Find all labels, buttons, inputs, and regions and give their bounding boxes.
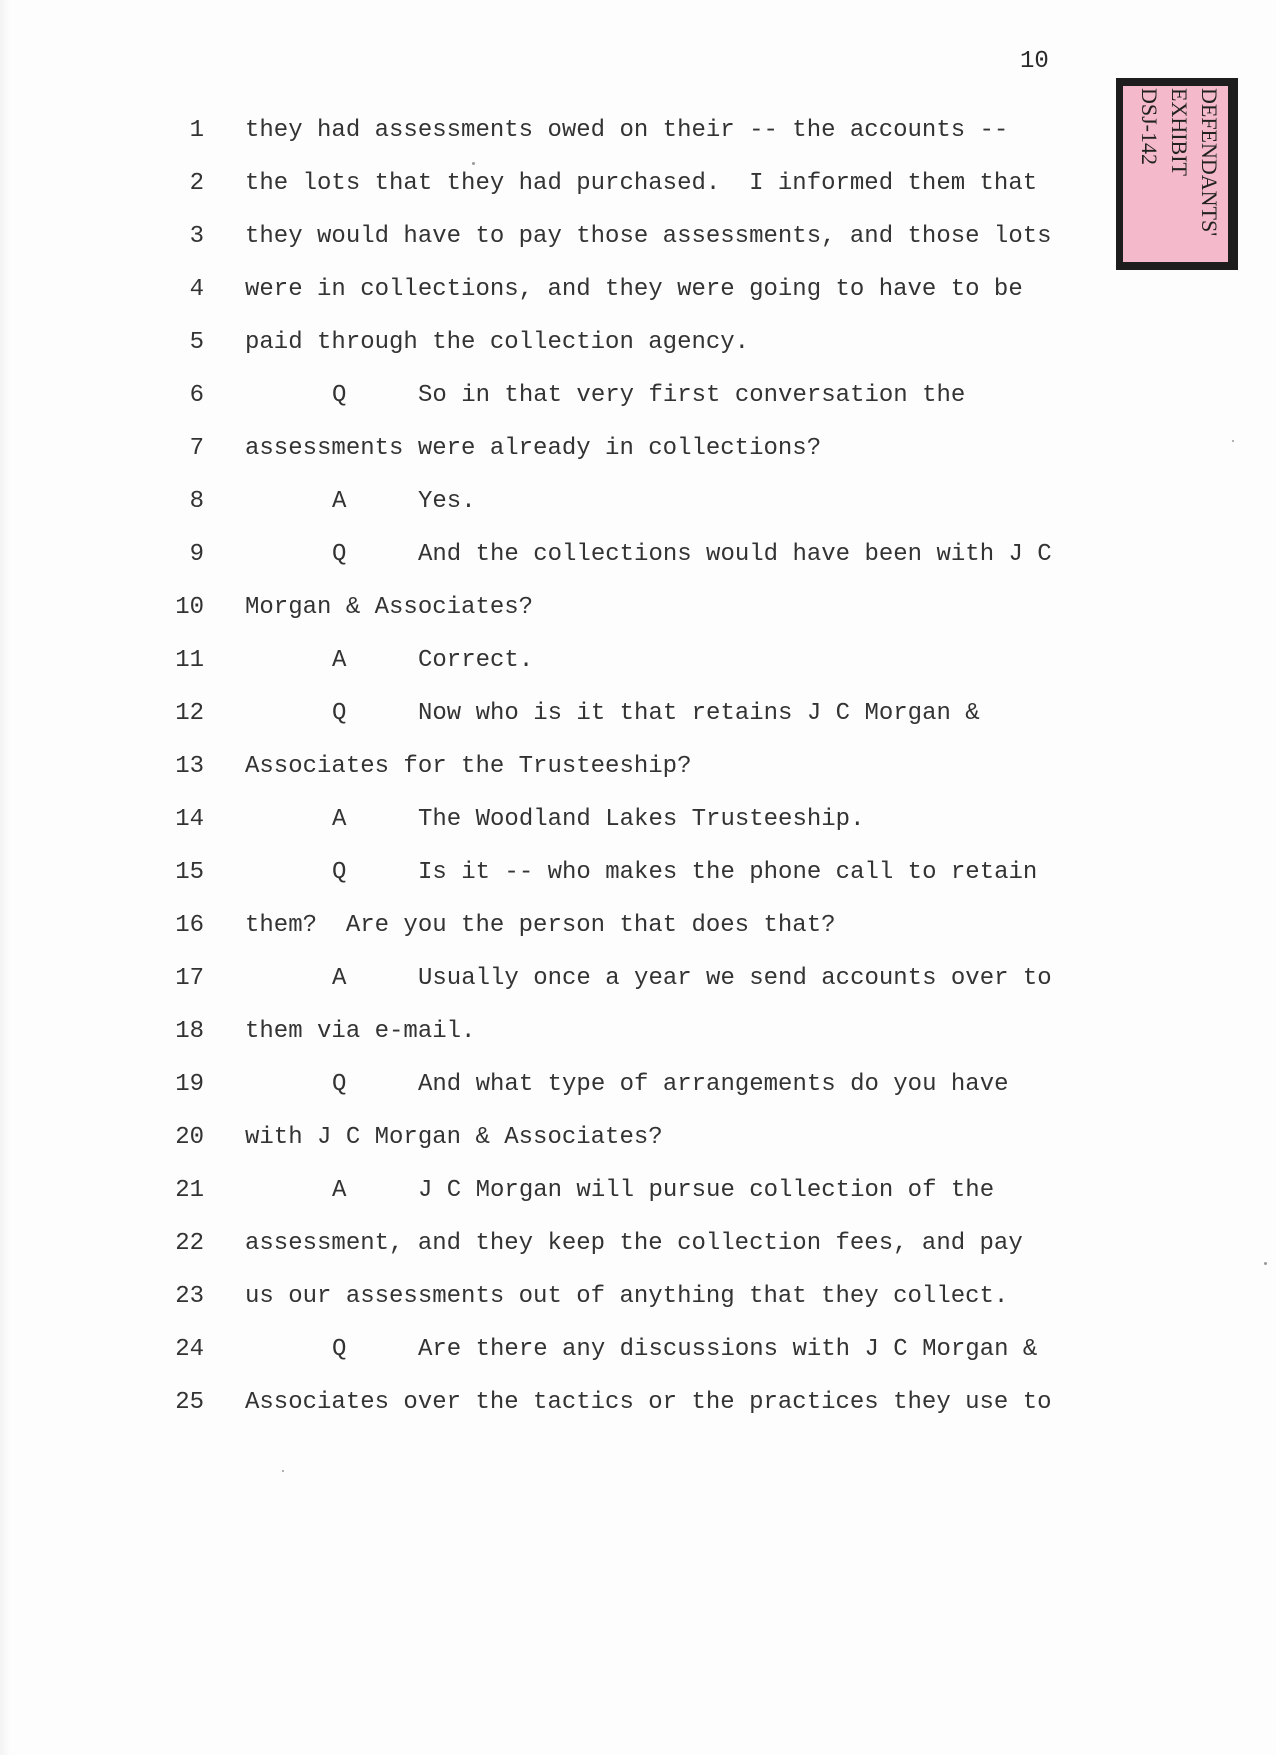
exhibit-word: EXHIBIT bbox=[1167, 88, 1192, 176]
line-number: 4 bbox=[189, 276, 204, 303]
speaker-label: A bbox=[332, 965, 347, 992]
transcript-line bbox=[0, 1217, 1276, 1270]
transcript-line bbox=[0, 316, 1276, 369]
line-text: Morgan & Associates? bbox=[245, 594, 534, 621]
transcript-line bbox=[0, 899, 1276, 952]
line-number: 23 bbox=[175, 1283, 204, 1310]
speaker-label: Q bbox=[332, 382, 347, 409]
scan-speck bbox=[1232, 440, 1234, 442]
transcript-line bbox=[0, 104, 1276, 157]
speaker-label: Q bbox=[332, 1071, 347, 1098]
transcript-line bbox=[0, 1005, 1276, 1058]
line-text: Correct. bbox=[418, 647, 534, 674]
line-number: 8 bbox=[189, 488, 204, 515]
line-number: 7 bbox=[189, 435, 204, 462]
speaker-label: Q bbox=[332, 541, 347, 568]
line-text: Now who is it that retains J C Morgan & bbox=[418, 700, 980, 727]
transcript-line bbox=[0, 210, 1276, 263]
line-text: And the collections would have been with J C bbox=[418, 541, 1052, 568]
line-number: 25 bbox=[175, 1389, 204, 1416]
line-text: the lots that they had purchased. I informed them that bbox=[245, 170, 1038, 197]
transcript-line bbox=[0, 634, 1276, 687]
line-number: 6 bbox=[189, 382, 204, 409]
transcript-line bbox=[0, 422, 1276, 475]
transcript-line bbox=[0, 369, 1276, 422]
transcript-line bbox=[0, 846, 1276, 899]
speaker-label: Q bbox=[332, 859, 347, 886]
line-text: they had assessments owed on their -- the accounts -- bbox=[245, 117, 1009, 144]
speaker-label: Q bbox=[332, 700, 347, 727]
line-text: assessment, and they keep the collection fees, and pay bbox=[245, 1230, 1023, 1257]
transcript-line bbox=[0, 1270, 1276, 1323]
transcript-line bbox=[0, 528, 1276, 581]
speaker-label: A bbox=[332, 806, 347, 833]
speaker-label: A bbox=[332, 1177, 347, 1204]
line-number: 18 bbox=[175, 1018, 204, 1045]
line-number: 1 bbox=[189, 117, 204, 144]
speaker-label: A bbox=[332, 488, 347, 515]
line-text: assessments were already in collections? bbox=[245, 435, 822, 462]
transcript-line bbox=[0, 687, 1276, 740]
line-text: Associates for the Trusteeship? bbox=[245, 753, 692, 780]
line-number: 3 bbox=[189, 223, 204, 250]
line-number: 19 bbox=[175, 1071, 204, 1098]
speaker-label: A bbox=[332, 647, 347, 674]
line-number: 24 bbox=[175, 1336, 204, 1363]
line-text: Associates over the tactics or the practices they use to bbox=[245, 1389, 1052, 1416]
line-text: Yes. bbox=[418, 488, 476, 515]
line-number: 17 bbox=[175, 965, 204, 992]
transcript-line bbox=[0, 263, 1276, 316]
transcript-line bbox=[0, 475, 1276, 528]
speaker-label: Q bbox=[332, 1336, 347, 1363]
exhibit-id: DSJ-142 bbox=[1137, 88, 1162, 166]
line-number: 12 bbox=[175, 700, 204, 727]
line-text: And what type of arrangements do you have bbox=[418, 1071, 1009, 1098]
transcript-line bbox=[0, 1111, 1276, 1164]
line-text: The Woodland Lakes Trusteeship. bbox=[418, 806, 865, 833]
line-text: Are there any discussions with J C Morgan & bbox=[418, 1336, 1038, 1363]
transcript-line bbox=[0, 157, 1276, 210]
line-number: 10 bbox=[175, 594, 204, 621]
line-number: 21 bbox=[175, 1177, 204, 1204]
scan-speck bbox=[1264, 1262, 1267, 1265]
transcript-line bbox=[0, 1058, 1276, 1111]
line-text: So in that very first conversation the bbox=[418, 382, 966, 409]
line-number: 9 bbox=[189, 541, 204, 568]
line-text: us our assessments out of anything that they collect. bbox=[245, 1283, 1009, 1310]
line-number: 2 bbox=[189, 170, 204, 197]
transcript-line bbox=[0, 793, 1276, 846]
line-number: 16 bbox=[175, 912, 204, 939]
transcript-line bbox=[0, 1323, 1276, 1376]
line-text: Usually once a year we send accounts over to bbox=[418, 965, 1052, 992]
scan-speck bbox=[282, 1470, 284, 1472]
transcript-line bbox=[0, 952, 1276, 1005]
line-text: with J C Morgan & Associates? bbox=[245, 1124, 663, 1151]
transcript-line bbox=[0, 581, 1276, 634]
line-text: them via e-mail. bbox=[245, 1018, 476, 1045]
line-number: 14 bbox=[175, 806, 204, 833]
exhibit-party: DEFENDANTS' bbox=[1197, 88, 1222, 237]
line-number: 13 bbox=[175, 753, 204, 780]
line-number: 20 bbox=[175, 1124, 204, 1151]
transcript-line bbox=[0, 1164, 1276, 1217]
transcript-body bbox=[0, 104, 1276, 1429]
page-number: 10 bbox=[1020, 48, 1049, 75]
transcript-line bbox=[0, 1376, 1276, 1429]
line-text: they would have to pay those assessments, and those lots bbox=[245, 223, 1052, 250]
line-text: Is it -- who makes the phone call to retain bbox=[418, 859, 1038, 886]
line-number: 11 bbox=[175, 647, 204, 674]
line-text: J C Morgan will pursue collection of the bbox=[418, 1177, 995, 1204]
scan-speck bbox=[472, 162, 475, 165]
transcript-line bbox=[0, 740, 1276, 793]
line-text: them? Are you the person that does that? bbox=[245, 912, 836, 939]
line-number: 15 bbox=[175, 859, 204, 886]
line-number: 5 bbox=[189, 329, 204, 356]
line-text: paid through the collection agency. bbox=[245, 329, 750, 356]
line-number: 22 bbox=[175, 1230, 204, 1257]
line-text: were in collections, and they were going to have to be bbox=[245, 276, 1023, 303]
